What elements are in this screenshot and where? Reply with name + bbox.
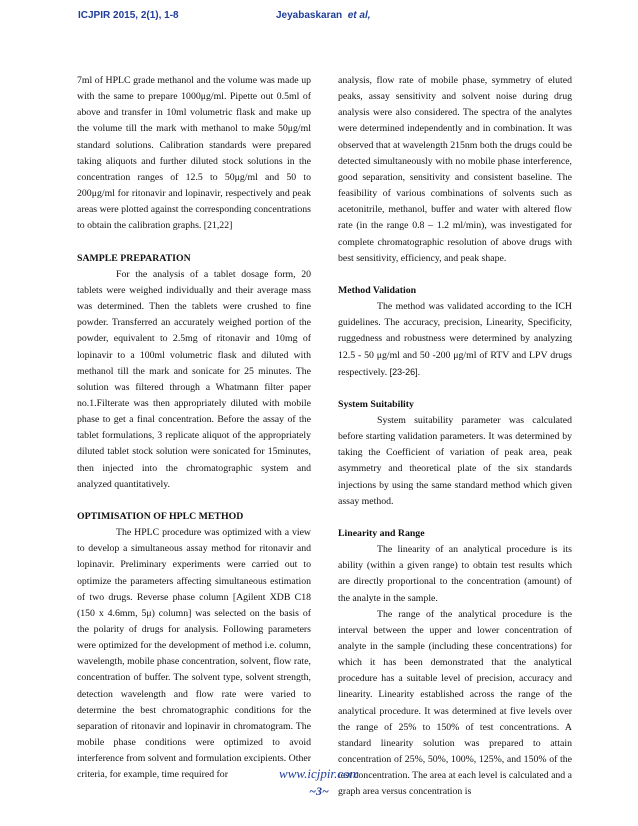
author-etal: et al,: [347, 10, 371, 21]
heading-method-validation: Method Validation: [338, 284, 417, 296]
heading-linearity-range: Linearity and Range: [338, 527, 425, 539]
method-validation-text: The method was validated according to the ICH guidelines. The accuracy, precision, Linearity, Specificity, ruggedness and robustness were determined by analyzing 12.5 - 50 μg/ml and 50 -200 μg/ml of RTV and LPV drugs respectively.: [338, 301, 572, 378]
heading-system-suitability: System Suitability: [338, 398, 414, 410]
author-line: [276, 10, 371, 21]
citation-23-26: [23-26].: [389, 366, 421, 377]
author-name: Jeyabaskaran: [276, 10, 343, 21]
paragraph-sample-preparation: For the analysis of a tablet dosage form, 20 tablets were weighed individually and their average mass was determined. Then the tablets were crushed to fine powder. Transferred an accurately weighed portion of the powder, equivalent to 2.5mg of ritonavir and 10mg of lopinavir to a 100ml volumetric flask and diluted with methanol till the mark and sonicate for 25 minutes. The solution was filtered through a Whatmann filter paper no.1.Filterate was then appropriately diluted with mobile phase to get a final concentration. Before the assay of the tablet formulations, 3 replicate aliquot of the appropriately diluted tablet stock solution were sonicated for 15minutes, then injected into the chromatographic system and analyzed quantitatively.: [77, 268, 311, 490]
paragraph-system-suitability: System suitability parameter was calculated before starting validation parameters. It was determined by taking the Coefficient of variation of peak area, peak asymmetry and theoretical plate of the six standards injections by using the same standard method which given assay method.: [338, 414, 572, 507]
heading-optimisation: OPTIMISATION OF HPLC METHOD: [77, 510, 244, 522]
left-column: [77, 73, 311, 784]
journal-citation: ICJPIR 2015, 2(1), 1-8: [78, 10, 179, 21]
paragraph-optimisation-continued: analysis, flow rate of mobile phase, symmetry of eluted peaks, assay sensitivity and solvent noise during drug analysis were also considered. The spectra of the analytes were determined independently and in combination. It was observed that at wavelength 215nm both the drugs could be detected simultaneously with no mobile phase interference, good separation, sensitivity and consistent baseline. The feasibility of various combinations of solvents such as acetonitrile, methanol, buffer and water with altered flow rate (in the range 0.8 – 1.2 ml/min), was investigated for complete chromatographic resolution of above drugs with best sensitivity, efficiency, and peak shape.: [338, 75, 572, 264]
running-header: [78, 10, 598, 28]
page-number: ~3~: [309, 784, 329, 798]
right-column: [338, 73, 572, 801]
paragraph-range: The range of the analytical procedure is the interval between the upper and lower concentration of analyte in the sample (including these concentrations) for which it has been demonstrated that the analytical procedure has a suitable level of precision, accuracy and linearity. Linearity established across the range of the analytical procedure. It was determined at five levels over the range of 25% to 150% of test concentrations. A standard linearity solution was prepared to attain concentration of 25%, 50%, 100%, 125%, and 150% of the test concentration. The area at each level is calculated and a graph area versus concentration is: [338, 608, 573, 798]
paragraph-linearity: The linearity of an analytical procedure is its ability (within a given range) to obtain test results which are directly proportional to the concentration (amount) of the analyte in the sample.: [338, 544, 572, 604]
paragraph-optimisation: The HPLC procedure was optimized with a view to develop a simultaneous assay method for ritonavir and lopinavir. Preliminary experiments were carried out to optimize the parameters affecting simultaneous estimation of two drugs. Reverse phase column [Agilent XDB C18 (150 x 4.6mm, 5μ) column] was selected on the basis of the polarity of drugs for analysis. Following parameters were optimized for the development of method i.e. column, wavelength, mobile phase concentration, solvent, flow rate, concentration of buffer. The solvent type, solvent strength, detection wavelength and flow rate were varied to determine the best chromatographic conditions for the separation of ritonavir and lopinavir in chromatogram. The mobile phase conditions were optimized to avoid interference from solvent and formulation excipients. Other criteria, for example, time required for: [77, 527, 311, 781]
paragraph-standard-solutions: 7ml of HPLC grade methanol and the volume was made up with the same to prepare 1000μg/ml. Pipette out 0.5ml of above and transfer in 10ml volumetric flask and make up the volume till the mark with methanol to make 50μg/ml standard solutions. Calibration standards were prepared taking aliquots and further diluted stock solutions in the concentration ranges of 12.5 to 50μg/ml and 50 to 200μg/ml for ritonavir and lopinavir, respectively and peak areas were plotted against the corresponding concentrations to obtain the calibration graphs. [21,22]: [77, 75, 311, 232]
paragraph-method-validation: [338, 299, 572, 381]
heading-sample-preparation: SAMPLE PREPARATION: [77, 252, 191, 264]
footer-website-link[interactable]: www.icjpir.com: [279, 766, 359, 781]
